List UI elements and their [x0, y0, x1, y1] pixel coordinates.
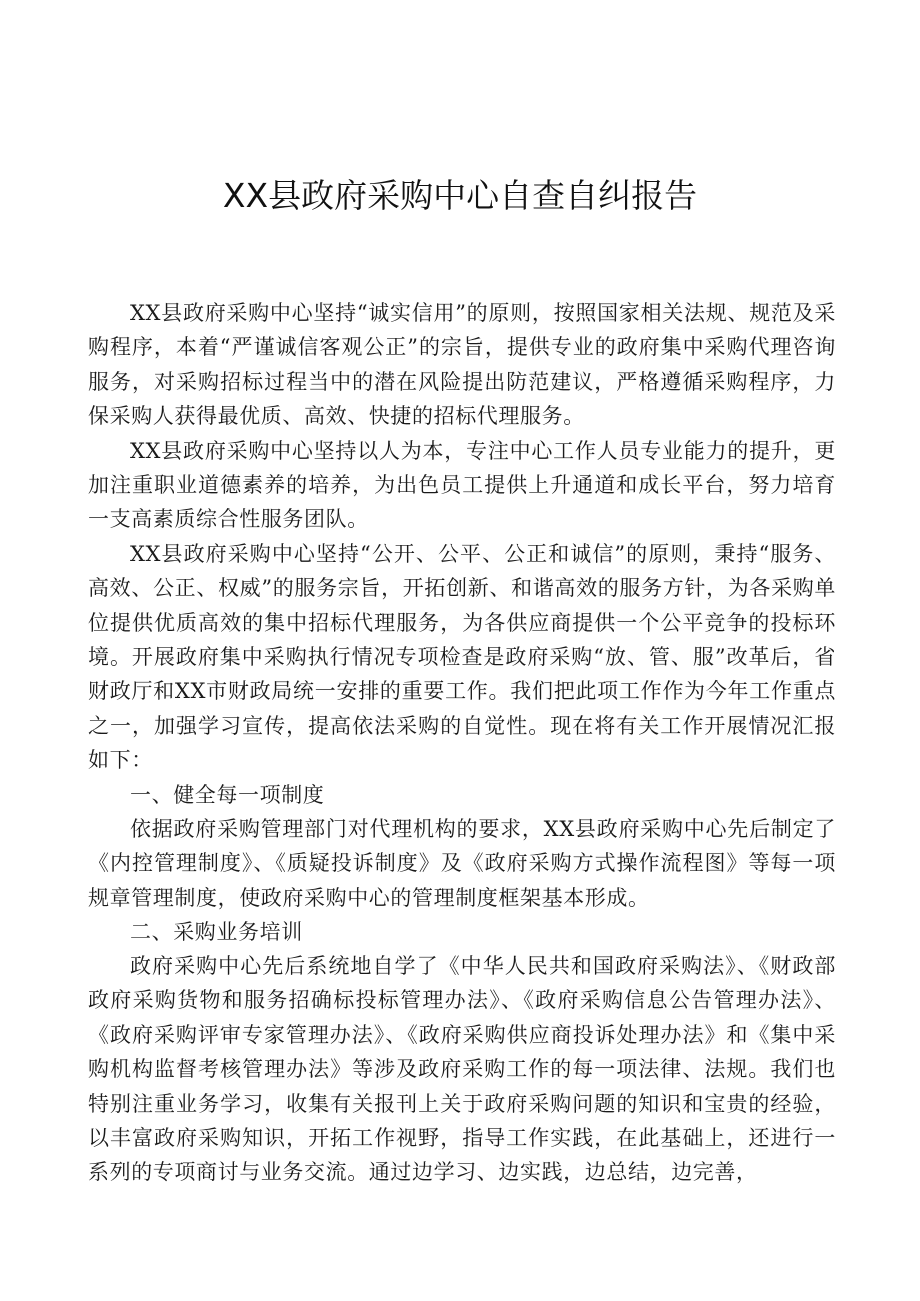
section-heading-2: 二、采购业务培训 — [130, 919, 303, 944]
section-heading-1: 一、健全每一项制度 — [130, 782, 325, 807]
document-title: XX县政府采购中心自查自纠报告 — [222, 176, 698, 215]
section-1-paragraph: 依据政府采购管理部门对代理机构的要求，XX县政府采购中心先后制定了《内控管理制度》、《质疑投诉制度》及《政府采购方式操作流程图》等每一项规章管理制度，使政府采购中心的管理制度框架基本形成。 — [88, 816, 836, 910]
document-body — [88, 296, 836, 1190]
section-2-paragraph: 政府采购中心先后系统地自学了《中华人民共和国政府采购法》、《财政部政府采购货物和服务招确标投标管理办法》、《政府采购信息公告管理办法》、《政府采购评审专家管理办法》、《政府采购供应商投诉处理办法》和《集中采购机构监督考核管理办法》等涉及政府采购工作的每一项法律、法规。我们也特别注重业务学习，收集有关报刊上关于政府采购问题的知识和宝贵的经验，以丰富政府采购知识，开拓工作视野，指导工作实践，在此基础上，还进行一系列的专项商讨与业务交流。通过边学习、边实践，边总结，边完善， — [88, 953, 836, 1185]
intro-paragraph-2: XX县政府采购中心坚持以人为本，专注中心工作人员专业能力的提升，更加注重职业道德素养的培养，为出色员工提供上升通道和成长平台，努力培育一支高素质综合性服务团队。 — [88, 438, 836, 532]
intro-paragraph-1: XX县政府采购中心坚持“诚实信用”的原则，按照国家相关法规、规范及采购程序，本着“严谨诚信客观公正”的宗旨，提供专业的政府集中采购代理咨询服务，对采购招标过程当中的潜在风险提出防范建议，严格遵循采购程序，力保采购人获得最优质、高效、快捷的招标代理服务。 — [88, 301, 836, 429]
intro-paragraph-3: XX县政府采购中心坚持“公开、公平、公正和诚信”的原则，秉持“服务、高效、公正、权威”的服务宗旨，开拓创新、和谐高效的服务方针，为各采购单位提供优质高效的集中招标代理服务，为各供应商提供一个公平竞争的投标环境。开展政府集中采购执行情况专项检查是政府采购“放、管、服”改革后，省财政厅和XX市财政局统一安排的重要工作。我们把此项工作作为今年工作重点之一，加强学习宣传，提高依法采购的自觉性。现在将有关工作开展情况汇报如下： — [88, 541, 836, 773]
